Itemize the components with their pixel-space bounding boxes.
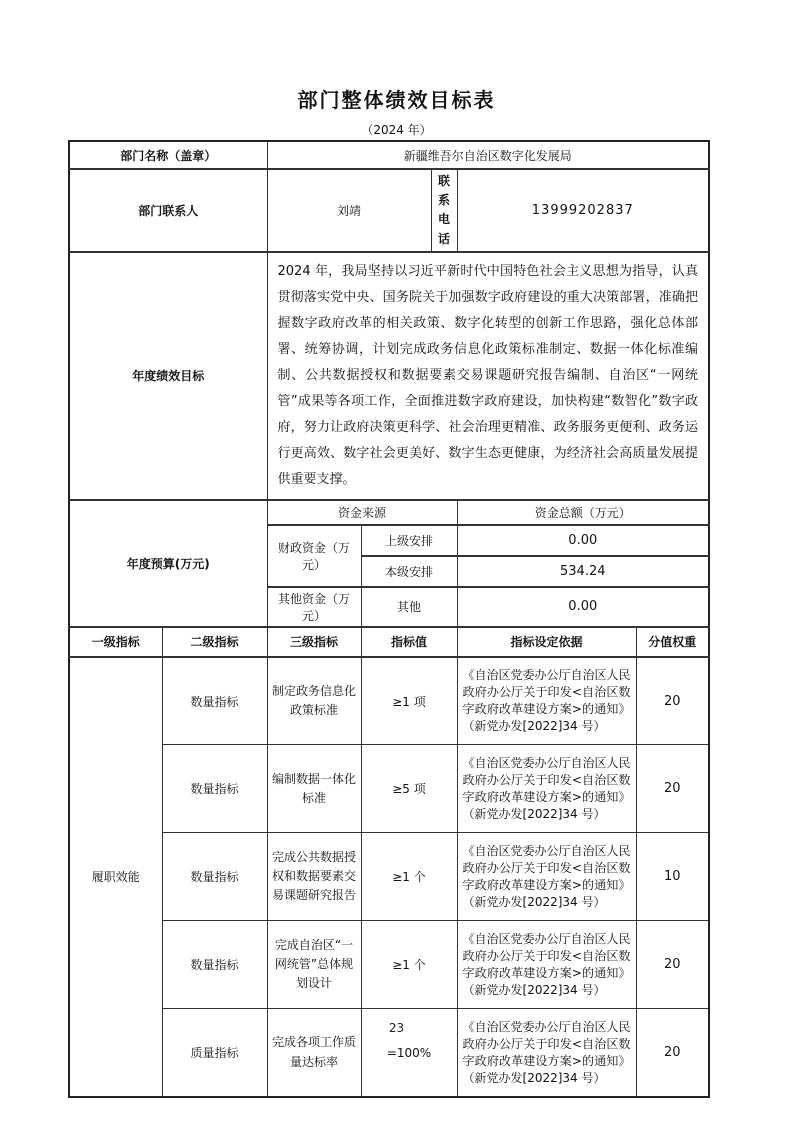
indicator-row <box>69 657 709 745</box>
indicator-basis: 《自治区党委办公厅自治区人民政府办公厅关于印发<自治区数字政府改革建设方案>的通知》（新党办发[2022]34 号） <box>457 745 636 833</box>
indicator-basis: 《自治区党委办公厅自治区人民政府办公厅关于印发<自治区数字政府改革建设方案>的通知》（新党办发[2022]34 号） <box>457 657 636 745</box>
indicator-weight: 20 <box>636 921 709 1009</box>
indicator-basis: 《自治区党委办公厅自治区人民政府办公厅关于印发<自治区数字政府改革建设方案>的通知》（新党办发[2022]34 号） <box>457 921 636 1009</box>
indicator-value: ≥1 个 <box>361 833 457 921</box>
budget-fiscal-category: 财政资金（万元） <box>267 525 361 587</box>
dept-name-row <box>69 141 709 169</box>
annual-target-label: 年度绩效目标 <box>69 252 267 500</box>
level3-value: 编制数据一体化标准 <box>267 745 361 833</box>
budget-item-label: 上级安排 <box>361 525 457 556</box>
contact-label: 部门联系人 <box>69 169 267 252</box>
indicator-value: ≥5 项 <box>361 745 457 833</box>
contact-phone-label: 联系电话 <box>431 169 457 252</box>
indicator-weight: 10 <box>636 833 709 921</box>
indicator-row <box>69 921 709 1009</box>
indicator-weight: 20 <box>636 745 709 833</box>
indicator-value: ≥1 个 <box>361 921 457 1009</box>
budget-header-row <box>69 500 709 525</box>
indicator-weight: 20 <box>636 657 709 745</box>
page-number: 23 <box>388 1021 405 1035</box>
indicator-value: ≥1 项 <box>361 657 457 745</box>
level3-value: 完成公共数据授权和数据要素交易课题研究报告 <box>267 833 361 921</box>
indicator-header-row <box>69 627 709 657</box>
budget-amount: 534.24 <box>457 556 709 587</box>
indicator-weight: 20 <box>636 1009 709 1097</box>
budget-amount: 0.00 <box>457 587 709 627</box>
level2-value: 数量指标 <box>162 921 267 1009</box>
header-level3: 三级指标 <box>267 627 361 657</box>
header-value: 指标值 <box>361 627 457 657</box>
annual-target-row <box>69 252 709 500</box>
budget-other-category: 其他资金（万元） <box>267 587 361 627</box>
annual-target-text: 2024 年，我局坚持以习近平新时代中国特色社会主义思想为指导，认真贯彻落实党中央、国务院关于加强数字政府建设的重大决策部署，准确把握数字政府改革的相关政策、数字化转型的创新工作思路，强化总体部署、统筹协调，计划完成政务信息化政策标准制定、数据一体化标准编制、公共数据授权和数据要素交易课题研究报告编制、自治区“一网统管”成果等各项工作，全面推进数字政府建设，加快构建“数智化”数字政府，努力让政府决策更科学、社会治理更精准、政务服务更便利、政务运行更高效、数字社会更美好、数字生态更健康，为经济社会高质量发展提供重要支撑。 <box>267 252 709 500</box>
level3-value: 制定政务信息化政策标准 <box>267 657 361 745</box>
dept-name-label: 部门名称（盖章） <box>69 141 267 169</box>
page-title: 部门整体绩效目标表 <box>297 88 496 112</box>
contact-name: 刘靖 <box>267 169 431 252</box>
level2-value: 数量指标 <box>162 833 267 921</box>
budget-amount: 0.00 <box>457 525 709 556</box>
contact-row <box>69 169 709 252</box>
level3-value: 完成自治区“一网统管”总体规划设计 <box>267 921 361 1009</box>
budget-total-header: 资金总额（万元） <box>457 500 709 525</box>
indicator-value: =100% <box>361 1009 457 1097</box>
level2-value: 数量指标 <box>162 745 267 833</box>
level2-value: 数量指标 <box>162 657 267 745</box>
dept-name-value: 新疆维吾尔自治区数字化发展局 <box>267 141 709 169</box>
contact-phone-value: 13999202837 <box>457 169 709 252</box>
indicator-basis: 《自治区党委办公厅自治区人民政府办公厅关于印发<自治区数字政府改革建设方案>的通知》（新党办发[2022]34 号） <box>457 1009 636 1097</box>
budget-source-header: 资金来源 <box>267 500 457 525</box>
page-subtitle: （2024 年） <box>361 123 432 137</box>
budget-item-label: 本级安排 <box>361 556 457 587</box>
header-level2: 二级指标 <box>162 627 267 657</box>
header-weight: 分值权重 <box>636 627 709 657</box>
indicator-row <box>69 745 709 833</box>
indicator-row <box>69 833 709 921</box>
header-level1: 一级指标 <box>69 627 162 657</box>
budget-item-label: 其他 <box>361 587 457 627</box>
performance-target-table <box>68 140 710 1098</box>
level3-value: 完成各项工作质量达标率 <box>267 1009 361 1097</box>
indicator-basis: 《自治区党委办公厅自治区人民政府办公厅关于印发<自治区数字政府改革建设方案>的通知》（新党办发[2022]34 号） <box>457 833 636 921</box>
level2-value: 质量指标 <box>162 1009 267 1097</box>
level1-value: 履职效能 <box>69 657 162 1097</box>
header-basis: 指标设定依据 <box>457 627 636 657</box>
budget-label: 年度预算(万元) <box>69 500 267 627</box>
